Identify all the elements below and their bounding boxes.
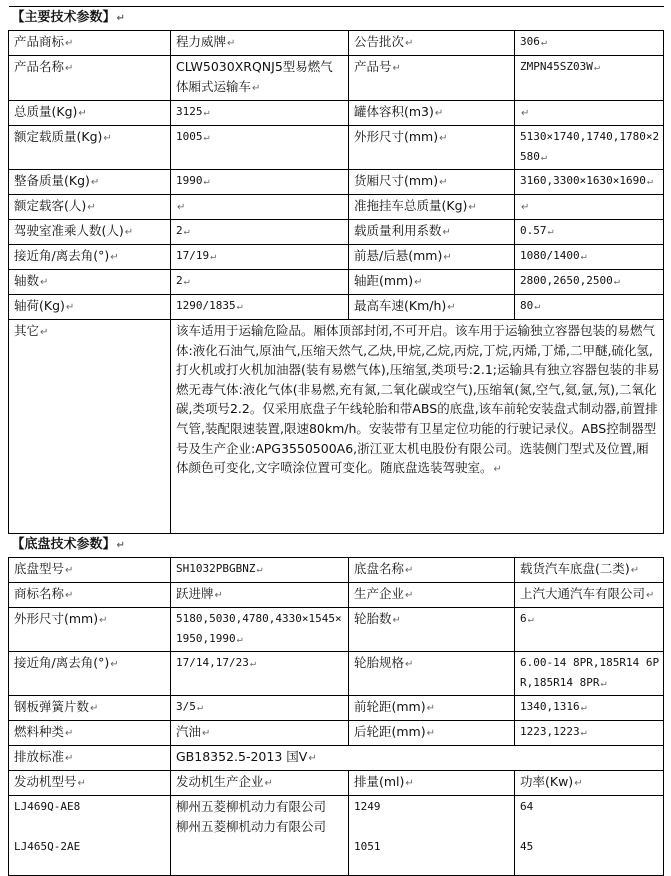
engine-displacement: 1051 bbox=[354, 840, 381, 853]
paragraph-mark-icon: ↵ bbox=[65, 753, 74, 764]
field-value-text: CLW5030XRQNJ5型易燃气体厢式运输车 bbox=[176, 59, 333, 94]
paragraph-mark-icon: ↵ bbox=[442, 227, 451, 238]
field-label bbox=[349, 558, 515, 583]
paragraph-mark-icon: ↵ bbox=[110, 252, 119, 263]
engine-column-header-text: 排量(ml) bbox=[354, 774, 405, 789]
field-value-text: 5130×1740,1740,1780×2580 bbox=[520, 130, 660, 163]
engine-maker: 柳州五菱柳机动力有限公司 bbox=[176, 799, 327, 814]
field-label-text: 前悬/后悬(mm) bbox=[354, 248, 443, 263]
field-label-text: 燃料种类 bbox=[14, 724, 65, 739]
field-label bbox=[349, 126, 515, 170]
field-value-text: 上汽大通汽车有限公司 bbox=[520, 586, 646, 601]
paragraph-mark-icon: ↵ bbox=[65, 302, 75, 313]
paragraph-mark-icon: ↵ bbox=[103, 133, 112, 144]
field-value bbox=[171, 31, 349, 56]
table-row bbox=[9, 101, 664, 126]
paragraph-mark-icon: ↵ bbox=[593, 62, 600, 73]
field-label bbox=[9, 220, 171, 245]
field-label-text: 生产企业 bbox=[354, 586, 405, 601]
engine-displacement: 1249 bbox=[354, 800, 381, 813]
engine-column-header-text: 发动机生产企业 bbox=[176, 774, 264, 789]
spec-sheet bbox=[8, 6, 663, 876]
paragraph-mark-icon: ↵ bbox=[203, 132, 210, 143]
paragraph-mark-icon: ↵ bbox=[646, 176, 653, 187]
field-value bbox=[171, 126, 349, 170]
field-value-text: 0.57 bbox=[520, 224, 547, 237]
table-row bbox=[9, 696, 664, 721]
emission-value-text: GB18352.5-2013 国Ⅴ bbox=[176, 749, 308, 764]
table-row bbox=[9, 170, 664, 195]
field-value bbox=[171, 170, 349, 195]
field-label-text: 准拖挂车总质量(Kg) bbox=[354, 198, 468, 213]
field-label-text: 轮胎规格 bbox=[354, 655, 405, 670]
paragraph-mark-icon: ↵ bbox=[426, 703, 435, 714]
field-value-text: 306 bbox=[520, 35, 540, 48]
engine-column-header bbox=[515, 771, 664, 796]
field-label bbox=[9, 583, 171, 608]
field-value-text: 1223,1223 bbox=[520, 725, 580, 738]
table-row bbox=[9, 31, 664, 56]
field-label-text: 货厢尺寸(mm) bbox=[354, 173, 439, 188]
field-label-text: 驾驶室准乘人数(人) bbox=[14, 223, 124, 238]
field-value-text: 汽油 bbox=[176, 724, 202, 739]
field-label-text: 额定载质量(Kg) bbox=[14, 129, 103, 144]
engine-model: LJ465Q-2AE bbox=[14, 840, 81, 853]
paragraph-mark-icon: ↵ bbox=[183, 276, 190, 287]
paragraph-mark-icon: ↵ bbox=[264, 778, 273, 789]
paragraph-mark-icon: ↵ bbox=[236, 301, 243, 312]
field-value bbox=[515, 56, 664, 101]
paragraph-mark-icon: ↵ bbox=[78, 108, 87, 119]
field-label bbox=[349, 56, 515, 101]
field-value bbox=[515, 652, 664, 696]
field-label bbox=[349, 101, 515, 126]
field-label bbox=[349, 583, 515, 608]
field-value bbox=[171, 558, 349, 583]
field-label bbox=[9, 270, 171, 295]
field-value-text: 17/19 bbox=[176, 249, 210, 262]
field-label bbox=[9, 195, 171, 220]
paragraph-mark-icon: ↵ bbox=[447, 302, 456, 313]
paragraph-mark-icon: ↵ bbox=[116, 540, 125, 551]
table-row bbox=[9, 721, 664, 746]
table-row bbox=[9, 652, 664, 696]
paragraph-mark-icon: ↵ bbox=[99, 615, 108, 626]
paragraph-mark-icon: ↵ bbox=[613, 276, 620, 287]
field-value bbox=[171, 295, 349, 320]
field-label-text: 产品名称 bbox=[14, 59, 65, 74]
paragraph-mark-icon: ↵ bbox=[77, 778, 86, 789]
field-value-text: 5180,5030,4780,4330×1545×1950,1990 bbox=[176, 612, 342, 645]
paragraph-mark-icon: ↵ bbox=[521, 202, 530, 213]
field-label bbox=[9, 295, 171, 320]
field-value-text: 6.00-14 8PR,185R14 6PR,185R14 8PR bbox=[520, 656, 660, 689]
field-value-text: 1990 bbox=[176, 174, 203, 187]
field-label-text: 商标名称 bbox=[14, 586, 65, 601]
field-label-text: 产品号 bbox=[354, 59, 392, 74]
field-value bbox=[171, 220, 349, 245]
engine-column-header bbox=[9, 771, 171, 796]
paragraph-mark-icon: ↵ bbox=[392, 615, 401, 626]
engine-power: 64 bbox=[520, 800, 534, 813]
paragraph-mark-icon: ↵ bbox=[214, 590, 223, 601]
field-value bbox=[171, 270, 349, 295]
field-value-text: 3160,3300×1630×1690 bbox=[520, 174, 646, 187]
paragraph-mark-icon: ↵ bbox=[468, 202, 477, 213]
paragraph-mark-icon: ↵ bbox=[580, 702, 587, 713]
field-value bbox=[171, 245, 349, 270]
field-label bbox=[9, 170, 171, 195]
field-label bbox=[9, 721, 171, 746]
paragraph-mark-icon: ↵ bbox=[65, 565, 74, 576]
paragraph-mark-icon: ↵ bbox=[110, 659, 119, 670]
paragraph-mark-icon: ↵ bbox=[434, 108, 444, 119]
paragraph-mark-icon: ↵ bbox=[236, 634, 243, 645]
paragraph-mark-icon: ↵ bbox=[580, 727, 587, 738]
field-label bbox=[349, 608, 515, 652]
emission-value bbox=[171, 746, 664, 771]
paragraph-mark-icon: ↵ bbox=[392, 63, 401, 74]
spec-table bbox=[8, 6, 664, 876]
field-value-text: 1080/1400 bbox=[520, 249, 580, 262]
paragraph-mark-icon: ↵ bbox=[40, 327, 49, 338]
field-value bbox=[171, 721, 349, 746]
engine-column-header bbox=[349, 771, 515, 796]
paragraph-mark-icon: ↵ bbox=[521, 108, 530, 119]
engine-column-header bbox=[171, 771, 349, 796]
field-value-text: 80 bbox=[520, 299, 534, 312]
field-value bbox=[515, 101, 664, 126]
other-description-text: 该车适用于运输危险品。厢体顶部封闭,不可开启。该车用于运输独立容器包装的易燃气体:液化石油气,原油气,压缩天然气,乙炔,甲烷,乙烷,丙烷,丁烷,丙烯,丁烯,二甲醚,硫化氢,打火机或打火机加油器(装有易燃气体),压缩氢,类项号:2.1;运输具有独立容器包装的非易燃无毒气体:液化气体(非易燃,充有氮,二氧化碳或空气),压缩氧(氮,空气,氦,氩,氖),二氧化碳,类项号2.2。仅采用底盘子午线轮胎和带ABS的底盘,该车前轮安装盘式制动器,前置排气管,装配限速装置,限速80km/h。安装带有卫星定位功能的行驶记录仪。ABS控制器型号及生产企业:APG3550500A6,浙江亚太机电股份有限公司。选装侧门型式及位置,厢体颜色可变化,文字喷涂位置可变化。随底盘选装驾驶室。 bbox=[176, 323, 660, 476]
paragraph-mark-icon: ↵ bbox=[580, 251, 587, 262]
field-label bbox=[9, 652, 171, 696]
engine-column-header-text: 功率(Kw) bbox=[520, 774, 574, 789]
field-value bbox=[515, 170, 664, 195]
field-value bbox=[171, 56, 349, 101]
paragraph-mark-icon: ↵ bbox=[540, 37, 547, 48]
paragraph-mark-icon: ↵ bbox=[65, 63, 74, 74]
table-row bbox=[9, 245, 664, 270]
field-label bbox=[9, 558, 171, 583]
paragraph-mark-icon: ↵ bbox=[116, 13, 125, 24]
paragraph-mark-icon: ↵ bbox=[177, 202, 186, 213]
field-value-text: 载货汽车底盘(二类) bbox=[520, 561, 630, 576]
table-row bbox=[9, 608, 664, 652]
field-label-text: 接近角/离去角(°) bbox=[14, 655, 110, 670]
field-label-text: 底盘型号 bbox=[14, 561, 65, 576]
field-value bbox=[171, 583, 349, 608]
paragraph-mark-icon: ↵ bbox=[183, 226, 190, 237]
other-label-text: 其它 bbox=[14, 323, 40, 338]
field-label-text: 轴距(mm) bbox=[354, 273, 414, 288]
field-label bbox=[9, 696, 171, 721]
field-label-text: 外形尺寸(mm) bbox=[354, 129, 439, 144]
field-label-text: 罐体容积(m3) bbox=[354, 104, 434, 119]
field-label bbox=[9, 245, 171, 270]
field-label-text: 产品商标 bbox=[14, 34, 65, 49]
field-label bbox=[349, 170, 515, 195]
field-value-text: 17/14,17/23 bbox=[176, 656, 249, 669]
paragraph-mark-icon: ↵ bbox=[405, 565, 414, 576]
table-row bbox=[9, 126, 664, 170]
table-row bbox=[9, 583, 664, 608]
paragraph-mark-icon: ↵ bbox=[249, 658, 256, 669]
chassis-section-title bbox=[9, 534, 664, 558]
table-row bbox=[9, 220, 664, 245]
field-value bbox=[171, 652, 349, 696]
paragraph-mark-icon: ↵ bbox=[308, 753, 317, 764]
field-label bbox=[9, 56, 171, 101]
engine-model-cell bbox=[9, 796, 171, 876]
field-value bbox=[171, 608, 349, 652]
field-label bbox=[349, 270, 515, 295]
other-description bbox=[171, 320, 664, 534]
field-label bbox=[349, 295, 515, 320]
emission-label-text: 排放标准 bbox=[14, 749, 65, 764]
field-label-text: 公告批次 bbox=[354, 34, 405, 49]
table-row bbox=[9, 295, 664, 320]
paragraph-mark-icon: ↵ bbox=[414, 277, 423, 288]
field-label bbox=[349, 696, 515, 721]
field-value-text: 1290/1835 bbox=[176, 299, 236, 312]
field-value bbox=[515, 558, 664, 583]
field-value bbox=[515, 295, 664, 320]
field-value-text: 2 bbox=[176, 224, 183, 237]
field-value bbox=[515, 195, 664, 220]
engine-header-row bbox=[9, 771, 664, 796]
field-value-text: 2800,2650,2500 bbox=[520, 274, 613, 287]
engine-displacement-cell bbox=[349, 796, 515, 876]
field-label bbox=[9, 126, 171, 170]
paragraph-mark-icon: ↵ bbox=[426, 728, 435, 739]
field-label-text: 前轮距(mm) bbox=[354, 699, 426, 714]
field-value bbox=[515, 245, 664, 270]
field-label-text: 额定载客(人) bbox=[14, 198, 87, 213]
field-label-text: 接近角/离去角(°) bbox=[14, 248, 110, 263]
field-value bbox=[171, 101, 349, 126]
table-row bbox=[9, 56, 664, 101]
paragraph-mark-icon: ↵ bbox=[646, 590, 655, 601]
spec-table-body bbox=[9, 7, 664, 876]
table-row bbox=[9, 195, 664, 220]
field-label-text: 底盘名称 bbox=[354, 561, 405, 576]
paragraph-mark-icon: ↵ bbox=[534, 301, 541, 312]
field-label-text: 轴荷(Kg) bbox=[14, 298, 65, 313]
field-label-text: 最高车速(Km/h) bbox=[354, 298, 447, 313]
other-label bbox=[9, 320, 171, 534]
paragraph-mark-icon: ↵ bbox=[439, 177, 448, 188]
engine-column-header-text: 发动机型号 bbox=[14, 774, 77, 789]
paragraph-mark-icon: ↵ bbox=[227, 38, 236, 49]
field-label bbox=[349, 721, 515, 746]
paragraph-mark-icon: ↵ bbox=[256, 564, 263, 575]
field-value-text: 1340,1316 bbox=[520, 700, 580, 713]
main-section-title bbox=[9, 7, 664, 31]
paragraph-mark-icon: ↵ bbox=[405, 38, 414, 49]
chassis-section-title-text: 【底盘技术参数】 bbox=[11, 537, 116, 552]
section-header-row bbox=[9, 534, 664, 558]
paragraph-mark-icon: ↵ bbox=[493, 464, 502, 476]
field-label-text: 钢板弹簧片数 bbox=[14, 699, 90, 714]
field-label-text: 外形尺寸(mm) bbox=[14, 611, 99, 626]
table-row bbox=[9, 270, 664, 295]
paragraph-mark-icon: ↵ bbox=[527, 614, 534, 625]
paragraph-mark-icon: ↵ bbox=[547, 226, 554, 237]
field-value bbox=[515, 220, 664, 245]
engine-row bbox=[9, 796, 664, 876]
field-label bbox=[349, 245, 515, 270]
engine-power: 45 bbox=[520, 840, 534, 853]
field-value bbox=[515, 126, 664, 170]
field-value-text: 3/5 bbox=[176, 700, 196, 713]
paragraph-mark-icon: ↵ bbox=[405, 659, 414, 670]
paragraph-mark-icon: ↵ bbox=[203, 176, 210, 187]
field-label bbox=[9, 608, 171, 652]
field-value bbox=[515, 608, 664, 652]
field-label bbox=[9, 101, 171, 126]
field-label-text: 整备质量(Kg) bbox=[14, 173, 90, 188]
field-label-text: 轮胎数 bbox=[354, 611, 392, 626]
emission-label bbox=[9, 746, 171, 771]
table-row bbox=[9, 558, 664, 583]
paragraph-mark-icon: ↵ bbox=[540, 152, 547, 163]
paragraph-mark-icon: ↵ bbox=[40, 277, 49, 288]
engine-maker: 柳州五菱柳机动力有限公司 bbox=[176, 819, 327, 834]
paragraph-mark-icon: ↵ bbox=[210, 251, 217, 262]
field-value-text: 跃进牌 bbox=[176, 586, 214, 601]
field-value bbox=[171, 696, 349, 721]
field-label bbox=[349, 220, 515, 245]
section-header-row bbox=[9, 7, 664, 31]
paragraph-mark-icon: ↵ bbox=[405, 590, 414, 601]
field-value-text: 3125 bbox=[176, 105, 203, 118]
engine-power-cell bbox=[515, 796, 664, 876]
paragraph-mark-icon: ↵ bbox=[87, 202, 96, 213]
field-value bbox=[515, 696, 664, 721]
paragraph-mark-icon: ↵ bbox=[90, 703, 99, 714]
paragraph-mark-icon: ↵ bbox=[203, 107, 210, 118]
field-label bbox=[349, 652, 515, 696]
paragraph-mark-icon: ↵ bbox=[405, 778, 414, 789]
field-value-text: ZMPN45SZ03W bbox=[520, 60, 593, 73]
field-value bbox=[515, 270, 664, 295]
paragraph-mark-icon: ↵ bbox=[630, 565, 640, 576]
main-section-title-text: 【主要技术参数】 bbox=[11, 10, 116, 25]
field-value bbox=[515, 721, 664, 746]
paragraph-mark-icon: ↵ bbox=[443, 252, 452, 263]
field-value bbox=[171, 195, 349, 220]
paragraph-mark-icon: ↵ bbox=[124, 227, 134, 238]
field-value bbox=[515, 583, 664, 608]
paragraph-mark-icon: ↵ bbox=[574, 778, 583, 789]
field-value-text: 2 bbox=[176, 274, 183, 287]
paragraph-mark-icon: ↵ bbox=[600, 678, 607, 689]
field-value-text: 6 bbox=[520, 612, 527, 625]
engine-model: LJ469Q-AE8 bbox=[14, 800, 81, 813]
other-row bbox=[9, 320, 664, 534]
field-label-text: 后轮距(mm) bbox=[354, 724, 426, 739]
paragraph-mark-icon: ↵ bbox=[196, 702, 203, 713]
engine-maker-cell bbox=[171, 796, 349, 876]
field-label-text: 载质量利用系数 bbox=[354, 223, 442, 238]
field-label bbox=[349, 195, 515, 220]
paragraph-mark-icon: ↵ bbox=[90, 177, 100, 188]
field-label bbox=[349, 31, 515, 56]
field-label-text: 总质量(Kg) bbox=[14, 104, 78, 119]
paragraph-mark-icon: ↵ bbox=[65, 728, 74, 739]
paragraph-mark-icon: ↵ bbox=[202, 728, 211, 739]
emission-row bbox=[9, 746, 664, 771]
paragraph-mark-icon: ↵ bbox=[439, 133, 448, 144]
field-label-text: 轴数 bbox=[14, 273, 40, 288]
field-value-text: 1005 bbox=[176, 130, 203, 143]
field-value-text: SH1032PBGBNZ bbox=[176, 562, 256, 575]
field-value-text: 程力威牌 bbox=[176, 34, 227, 49]
paragraph-mark-icon: ↵ bbox=[65, 590, 74, 601]
field-label bbox=[9, 31, 171, 56]
field-value bbox=[515, 31, 664, 56]
paragraph-mark-icon: ↵ bbox=[65, 38, 74, 49]
paragraph-mark-icon: ↵ bbox=[252, 83, 261, 94]
